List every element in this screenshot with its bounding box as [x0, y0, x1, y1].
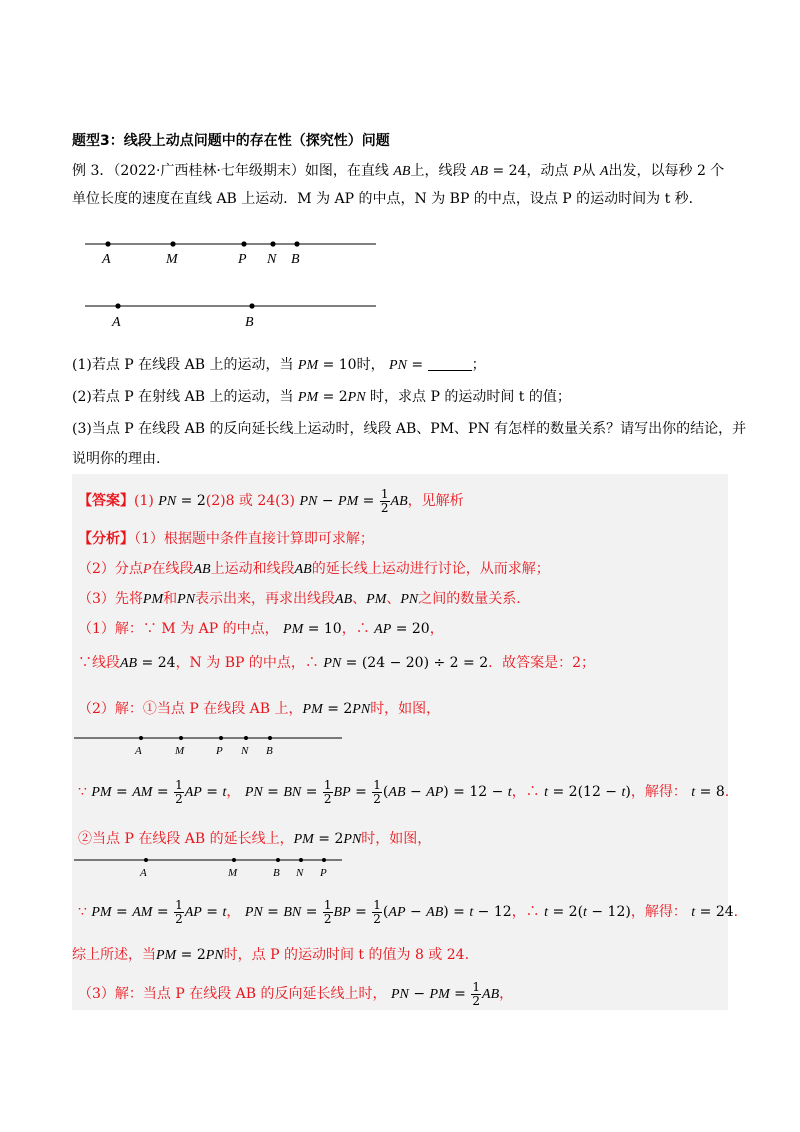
solution-2-line-2: ②当点 P 在线段 AB 的延长线上，PM = 2PN时，如图，: [78, 831, 432, 847]
label-p: P: [320, 867, 327, 879]
label-b: B: [273, 867, 280, 879]
label-a: A: [135, 745, 142, 757]
label-n: N: [241, 745, 249, 757]
label-n: N: [296, 867, 304, 879]
solution-2-line-1: （2）解：①当点 P 在线段 AB 上，PM = 2PN时，如图，: [78, 701, 441, 717]
solution-1-line-1: （1）解：∵ M 为 AP 的中点， PM = 10，∴ AP = 20，: [78, 621, 444, 637]
question-1: (1)若点 P 在线段 AB 上的运动，当 PM = 10时， PN = ；: [72, 357, 486, 373]
analysis-line-3: （3）先将PM和PN表示出来，再求出线段AB、PM、PN之间的数量关系.: [78, 591, 521, 607]
label-b: B: [266, 745, 273, 757]
section-title: 题型3：线段上动点问题中的存在性（探究性）问题: [72, 133, 390, 149]
analysis-line-2: （2）分点P在线段AB上运动和线段AB的延长线上运动进行讨论，从而求解；: [78, 561, 550, 577]
analysis-line-1: 【分析】（1）根据题中条件直接计算即可求解；: [78, 531, 374, 547]
answer-blank[interactable]: [428, 356, 472, 371]
answer-line: 【答案】(1) PN = 2(2)8 或 24(3) PN − PM = $\frac{1}{2}$ AB，见解析: [78, 486, 464, 515]
question-3-line-1: (3)当点 P 在线段 AB 的反向延长线上运动时，线段 AB、PM、PN 有怎样的数量关系？请写出你的结论，并: [72, 421, 747, 437]
label-b: B: [291, 252, 300, 267]
figure-segment-with-points: [80, 236, 380, 270]
label-p: P: [238, 252, 247, 267]
question-3-line-2: 说明你的理由.: [72, 451, 161, 467]
solution-2-equation-1: ∵ PM = AM = $\frac{1}{2}$ AP = t， PN = BN = $\frac{1}{2}$ BP = $\frac{1}{2}$ (AB − AP) = 12 − t，∴ t = 2(12 − t)，解得： t = 8.: [78, 777, 730, 806]
label-a: A: [140, 867, 147, 879]
example-line-1: 例 3．（2022·广西桂林·七年级期末）如图，在直线 AB上，线段 AB = 24，动点 P从 A出发，以每秒 2 个: [72, 163, 725, 179]
figure-solution-case-2: [74, 854, 344, 880]
label-p: P: [216, 745, 223, 757]
solution-2-equation-2: ∵ PM = AM = $\frac{1}{2}$ AP = t， PN = BN = $\frac{1}{2}$ BP = $\frac{1}{2}$ (AP − AB) = t − 12，∴ t = 2(t − 12)，解得： t = 24.: [78, 897, 739, 926]
question-2: (2)若点 P 在射线 AB 上的运动，当 PM = 2PN 时，求点 P 的运动时间 t 的值；: [72, 389, 571, 405]
label-m: M: [166, 252, 178, 267]
figure-solution-case-1: [74, 732, 344, 758]
label-m: M: [175, 745, 185, 757]
label-a: A: [102, 252, 111, 267]
solution-1-line-2: ∵线段AB = 24，N 为 BP 的中点，∴ PN = (24 − 20) ÷ 2 = 2．故答案是：2；: [78, 655, 596, 671]
label-m: M: [228, 867, 238, 879]
label-b: B: [245, 315, 254, 330]
label-a: A: [112, 315, 121, 330]
example-line-2: 单位长度的速度在直线 AB 上运动．M 为 AP 的中点，N 为 BP 的中点，设点 P 的运动时间为 t 秒．: [72, 191, 703, 207]
solution-summary: 综上所述，当PM = 2PN时，点 P 的运动时间 t 的值为 8 或 24.: [72, 947, 470, 963]
solution-3-line: （3）解：当点 P 在线段 AB 的反向延长线上时， PN − PM = $\frac{1}{2}$ AB，: [78, 979, 514, 1008]
figure-segment-ab: [80, 298, 380, 332]
label-n: N: [267, 252, 277, 267]
